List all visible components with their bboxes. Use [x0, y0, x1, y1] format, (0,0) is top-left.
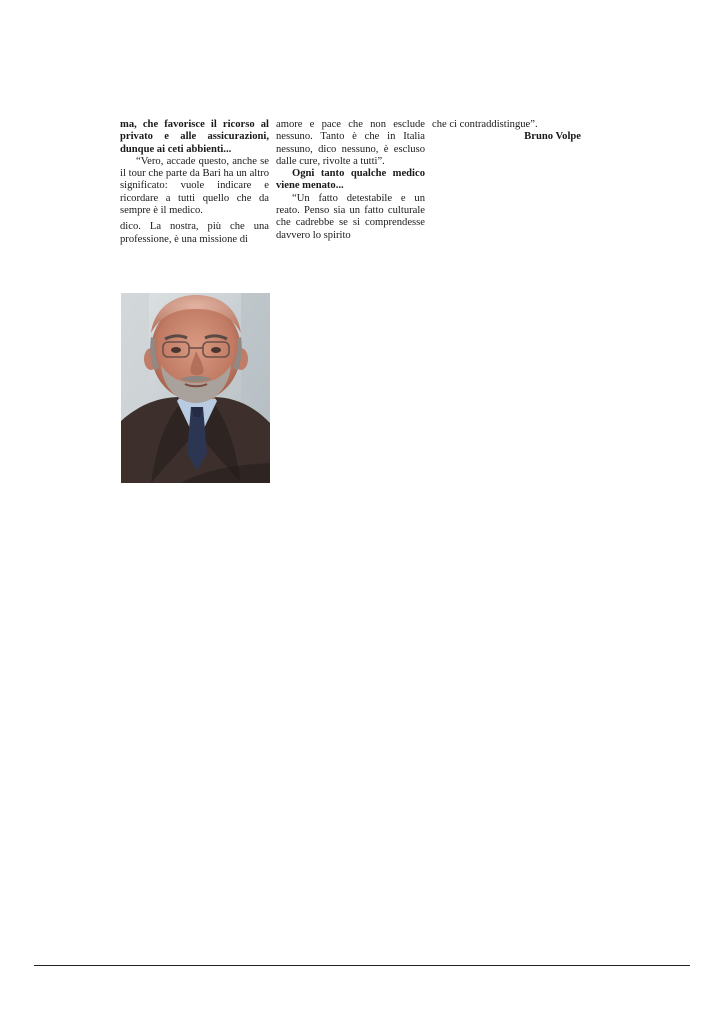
author-byline: Bruno Volpe	[524, 131, 581, 143]
article-column-2	[276, 119, 425, 242]
article-column-1	[120, 119, 269, 246]
portrait-photo	[121, 293, 270, 483]
interview-answer-continued: che ci contraddistingue”.	[432, 119, 538, 130]
article-column-3	[432, 119, 581, 144]
interview-answer-continued: amore e pace che non esclude nessuno. Tanto è che in Italia nessuno, dico nessuno, è escluso dalle cure, rivolte a tutti”.	[276, 119, 425, 167]
interview-answer-continued: dico. La nostra, più che una professione, è una missione di	[120, 221, 269, 245]
interview-question: ma, che favorisce il ricorso al privato e alle assicurazioni, dunque ai ceti abbienti...	[120, 119, 269, 155]
interview-answer: “Vero, accade questo, anche se il tour che parte da Bari ha un altro significato: vuole indicare e ricordare a tutti quello che da sempre è il medico.	[120, 155, 269, 217]
interview-question: Ogni tanto qualche medico viene menato...	[276, 168, 425, 192]
interview-answer: “Un fatto detestabile e un reato. Penso sia un fatto culturale che cadrebbe se si comprendesse davvero lo spirito	[276, 192, 425, 241]
page-footer-rule	[34, 965, 690, 966]
